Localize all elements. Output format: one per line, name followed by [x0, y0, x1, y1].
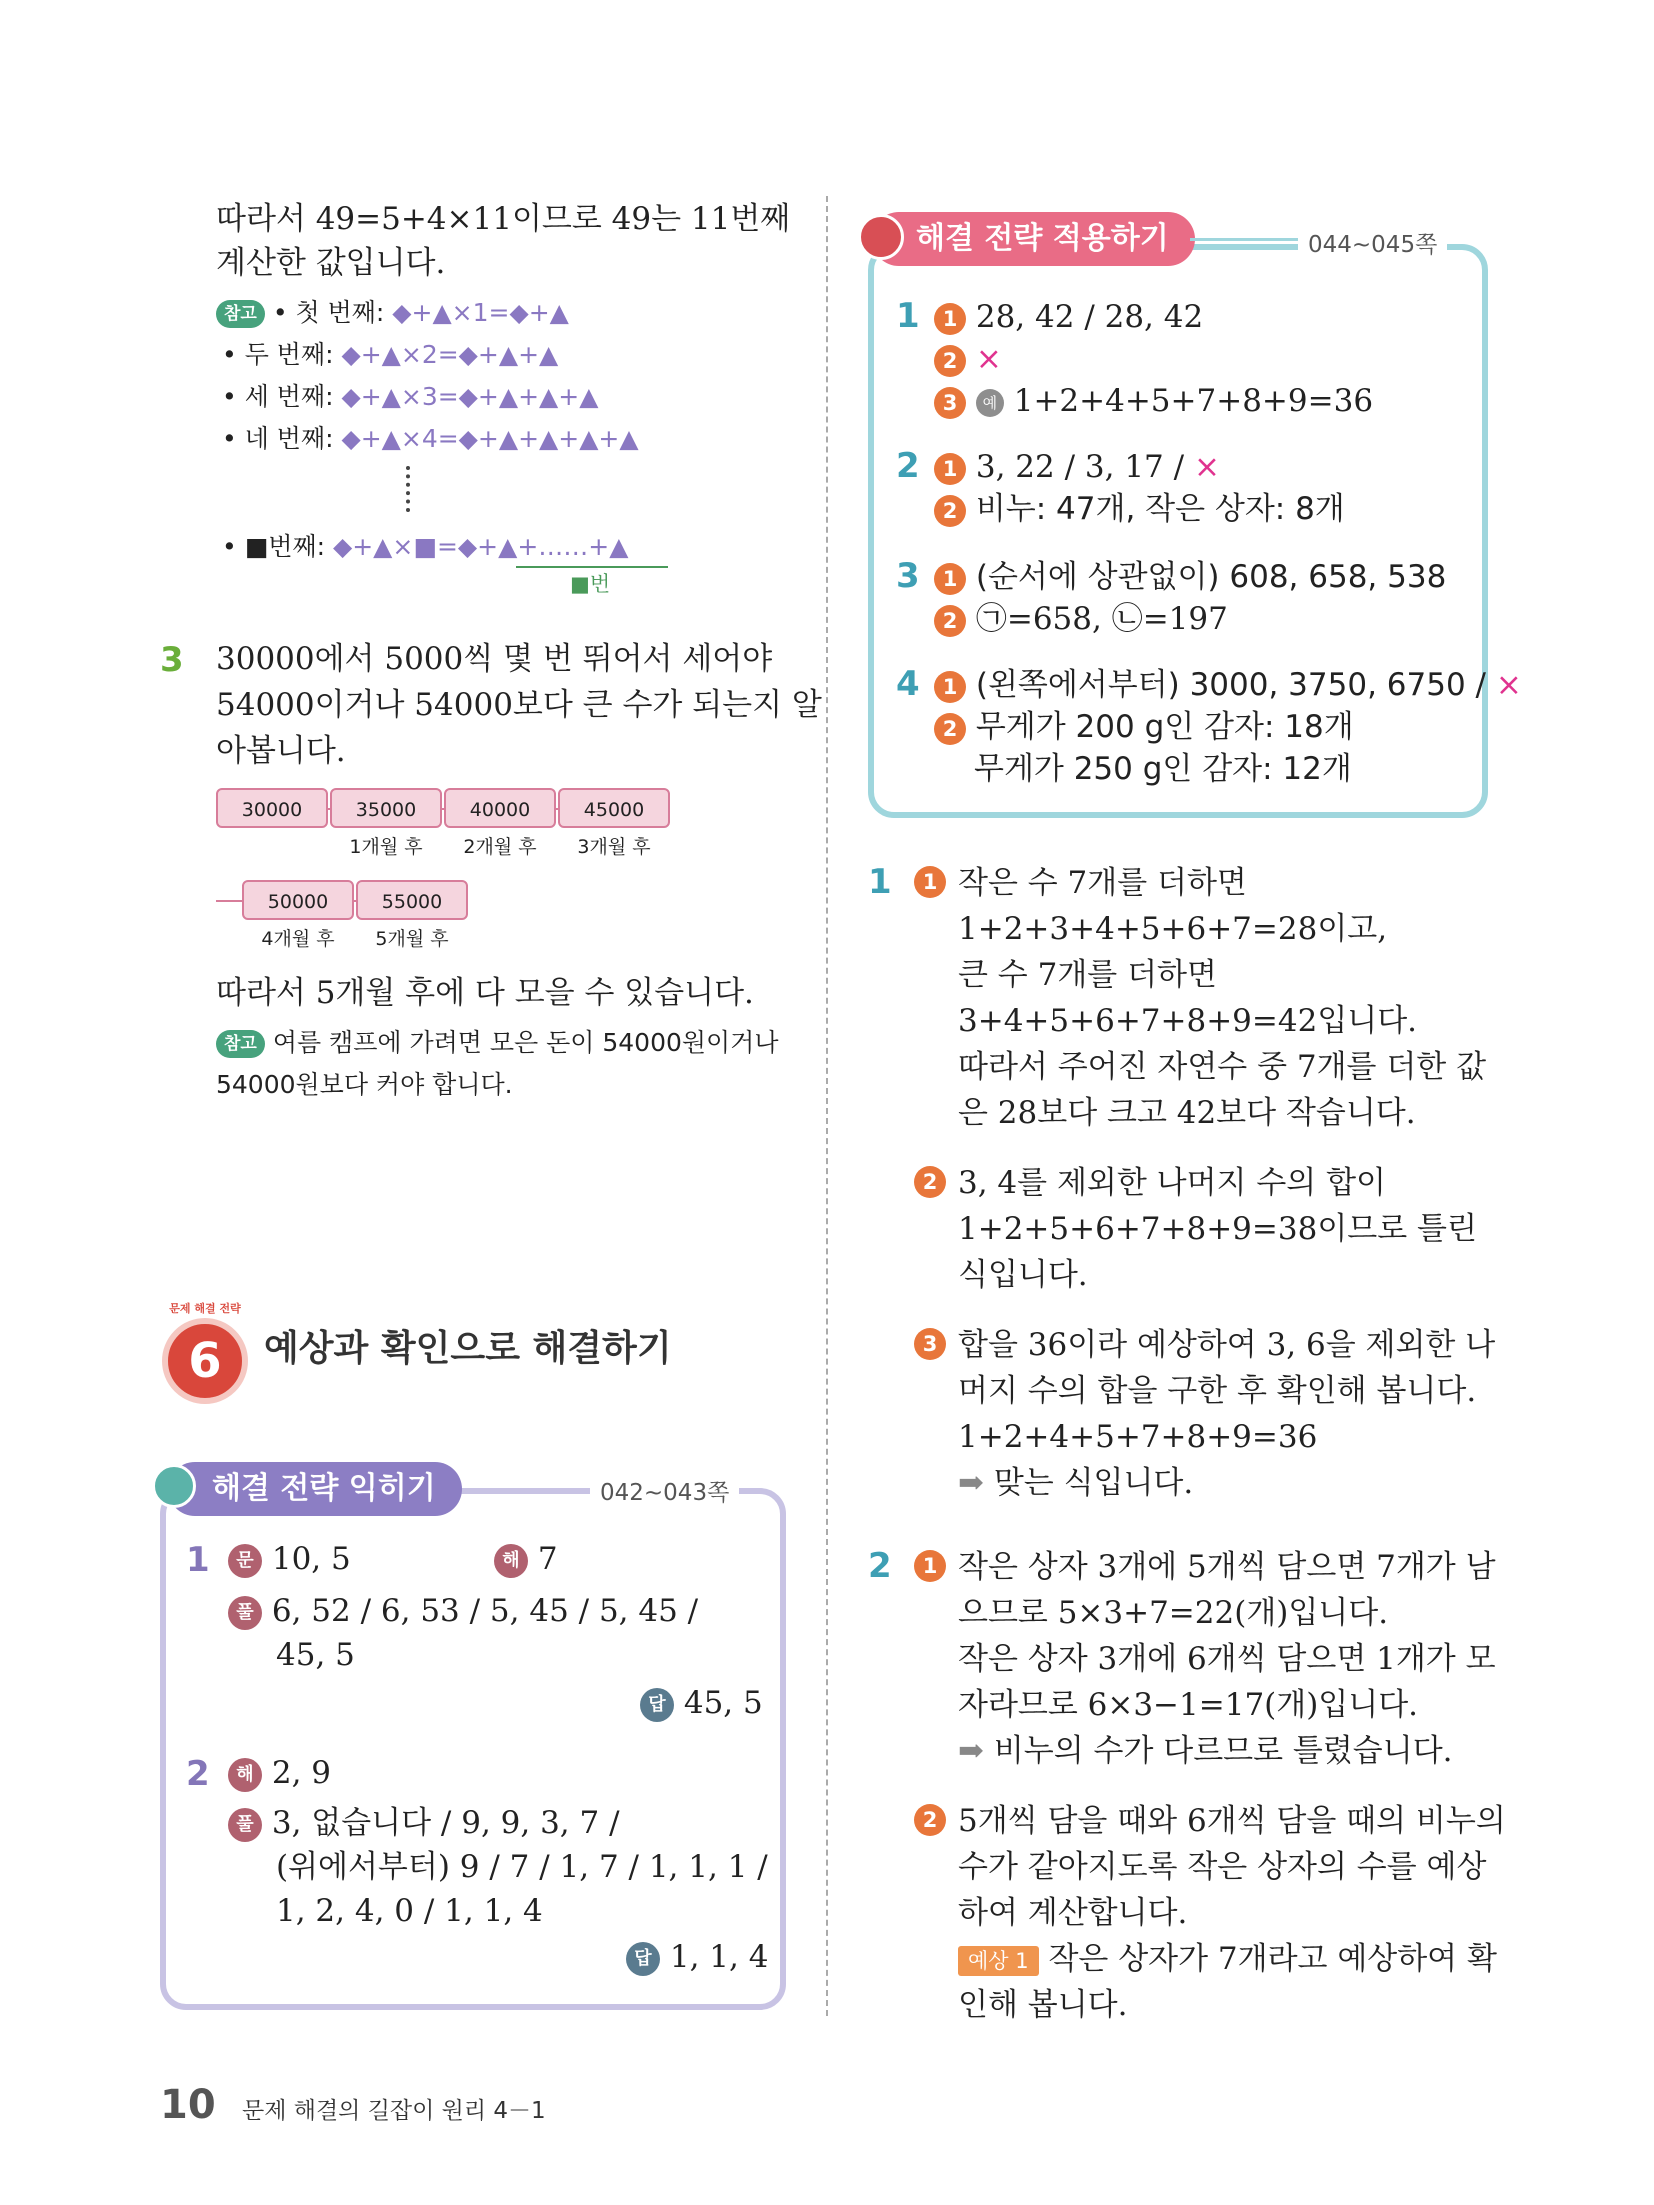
p2-dap [626, 1934, 768, 1980]
p2-hae-value: 2, 9 [271, 1755, 332, 1791]
sol2-c1-line: 작은 상자 3개에 5개씩 담으면 7개가 남 [958, 1549, 1496, 1585]
sol2-c2-line: 수가 같아지도록 작은 상자의 수를 예상 [958, 1849, 1487, 1885]
sol1-c1-line: 큰 수 7개를 더하면 [958, 957, 1217, 993]
sol2-c1-line: 작은 상자 3개에 6개씩 담으면 1개가 모 [958, 1641, 1496, 1677]
p2-pul-3: 1, 2, 4, 0 / 1, 1, 4 [276, 1893, 543, 1929]
circle-number-2: 2 [934, 605, 966, 637]
apply-4-a1-text: (왼쪽에서부터) 3000, 3750, 6750 / [975, 667, 1486, 703]
x-mark-icon: × [975, 341, 1002, 377]
q3-note-2: 54000원보다 커야 합니다. [216, 1070, 513, 1099]
apply-3-a2-text: ㉠=658, ㉡=197 [975, 601, 1228, 637]
circle-number-2: 2 [934, 495, 966, 527]
ref-row-3 [222, 376, 598, 418]
sol1-c1-line: 은 28보다 크고 42보다 작습니다. [958, 1095, 1416, 1131]
amount-box: 50000 [242, 880, 354, 920]
circle-number-1: 1 [934, 563, 966, 595]
ref-row-expr: ◆+▲×2=◆+▲+▲ [341, 340, 559, 369]
apply-2-a2 [934, 486, 1345, 532]
p2-pul-2: (위에서부터) 9 / 7 / 1, 7 / 1, 1, 1 / [276, 1849, 768, 1885]
p2-pul [228, 1800, 620, 1846]
mascot-icon [858, 214, 904, 260]
dap-badge: 답 [640, 1688, 674, 1722]
solution-2-number: 2 [868, 1546, 892, 1586]
circle-number-1: 1 [914, 866, 946, 898]
ref-row-expr: ◆+▲×1=◆+▲ [392, 298, 569, 327]
p1-number: 1 [186, 1540, 210, 1580]
p2-hae [228, 1750, 331, 1796]
ref-row-label: • 첫 번째: [272, 298, 385, 327]
circle-number-2: 2 [914, 1804, 946, 1836]
p2-number: 2 [186, 1754, 210, 1794]
ref-row-label: • ■번째: [222, 532, 326, 561]
x-mark-icon: × [1495, 667, 1522, 703]
q3-note-1-text: 여름 캠프에 가려면 모은 돈이 54000원이거나 [272, 1028, 779, 1057]
intro-line-1: 따라서 49=5+4×11이므로 49는 11번째 [216, 201, 791, 237]
apply-3-a1-text: (순서에 상관없이) 608, 658, 538 [975, 559, 1447, 595]
apply-3-a1 [934, 554, 1446, 600]
dap-badge: 답 [626, 1942, 660, 1976]
apply-2-a1 [934, 444, 1220, 490]
q3-line-3: 아봅니다. [216, 733, 346, 769]
q3-number: 3 [160, 640, 184, 680]
sol1-c3-line: 1+2+4+5+7+8+9=36 [958, 1419, 1318, 1455]
sol1-c2-line: 1+2+5+6+7+8+9=38이므로 틀린 [958, 1211, 1477, 1247]
ref-row-2 [222, 334, 558, 376]
apply-2-a1-text: 3, 22 / 3, 17 / [975, 449, 1185, 485]
sol2-c2-yesang: 예상 1 작은 상자가 7개라고 예상하여 확 [958, 1936, 1497, 1982]
month-label: 3개월 후 [577, 836, 651, 858]
sol1-c3-result: ➡ 맞는 식입니다. [958, 1465, 1194, 1501]
apply-1-a3 [934, 378, 1373, 424]
apply-4-a2b-text: 무게가 250 g인 감자: 12개 [974, 751, 1352, 787]
amount-box: 40000 [444, 788, 556, 828]
sol1-c3-line: 머지 수의 합을 구한 후 확인해 봅니다. [958, 1373, 1477, 1409]
p1-hae [494, 1536, 558, 1582]
month-label: 1개월 후 [349, 836, 423, 858]
mascot-icon [152, 1464, 196, 1508]
sol2-c1-result: ➡ 비누의 수가 다르므로 틀렸습니다. [958, 1733, 1453, 1769]
ref-row-1 [216, 292, 569, 334]
circle-number-2: 2 [914, 1166, 946, 1198]
panel-ribbon-right: 해결 전략 적용하기 [872, 212, 1195, 266]
p2-dap-value: 1, 1, 4 [669, 1939, 769, 1975]
brace-label: ■번 [570, 572, 611, 596]
panel-pages-right: 044~045쪽 [1298, 226, 1447, 259]
p1-pul [228, 1588, 698, 1634]
sol2-c1-line: 자라므로 6×3−1=17(개)입니다. [958, 1687, 1419, 1723]
intro-line-2: 계산한 값입니다. [216, 245, 446, 281]
p1-dap-value: 45, 5 [683, 1685, 763, 1721]
apply-2-a2-text: 비누: 47개, 작은 상자: 8개 [975, 491, 1345, 527]
arrow-right-icon: ➡ [958, 1733, 984, 1769]
sol2-c2-line: 하여 계산합니다. [958, 1895, 1188, 1931]
ref-row-label: • 두 번째: [222, 340, 334, 369]
page-number: 10 [160, 2082, 216, 2128]
p1-mun [228, 1536, 351, 1582]
ref-row-expr: ◆+▲×4=◆+▲+▲+▲+▲ [341, 424, 639, 453]
circle-number-2: 2 [934, 713, 966, 745]
sol2-c2-line: 5개씩 담을 때와 6개씩 담을 때의 비누의 [958, 1803, 1506, 1839]
ref-row-nth [222, 526, 628, 568]
yesang-badge: 예상 1 [958, 1946, 1039, 1976]
sol1-c1-line: 3+4+5+6+7+8+9=42입니다. [958, 1003, 1418, 1039]
book-title: 문제 해결의 길잡이 원리 4－1 [242, 2098, 546, 2124]
p1-hae-value: 7 [537, 1541, 558, 1577]
circle-number-1: 1 [934, 453, 966, 485]
q3-line-1: 30000에서 5000씩 몇 번 뛰어서 세어야 [216, 641, 773, 677]
ref-row-expr: ◆+▲×3=◆+▲+▲+▲ [341, 382, 599, 411]
sol1-c1-line: 작은 수 7개를 더하면 [958, 865, 1247, 901]
pul-badge: 풀 [228, 1808, 262, 1842]
ribbon-tail [1190, 238, 1300, 241]
apply-3-a2 [934, 596, 1228, 642]
p1-pul-1: 6, 52 / 6, 53 / 5, 45 / 5, 45 / [271, 1593, 699, 1629]
month-label: 5개월 후 [375, 928, 449, 950]
circle-number-1: 1 [914, 1550, 946, 1582]
apply-1-a2 [934, 336, 1002, 382]
p1-dap [640, 1680, 763, 1726]
apply-4-a1 [934, 662, 1522, 708]
sol1-c2-line: 식입니다. [958, 1257, 1088, 1293]
amount-box: 55000 [356, 880, 468, 920]
apply-4-a2a-text: 무게가 200 g인 감자: 18개 [975, 709, 1354, 745]
hae-badge: 해 [228, 1758, 262, 1792]
circle-number-3: 3 [934, 387, 966, 419]
q3-line-2: 54000이거나 54000보다 큰 수가 되는지 알 [216, 687, 822, 723]
mun-badge: 문 [228, 1544, 262, 1578]
apply-1-number: 1 [896, 296, 920, 336]
ref-row-4 [222, 418, 639, 460]
circle-number-2: 2 [934, 345, 966, 377]
apply-1-a1-text: 28, 42 / 28, 42 [975, 299, 1204, 335]
section-arc-text: 문제 해결 전략 [169, 1302, 241, 1315]
apply-1-a1 [934, 294, 1203, 340]
section-title: 예상과 확인으로 해결하기 [264, 1328, 672, 1369]
arrow-right-icon: ➡ [958, 1465, 984, 1501]
circle-number-3: 3 [914, 1328, 946, 1360]
column-divider [826, 196, 828, 2016]
x-mark-icon: × [1193, 449, 1220, 485]
ref-row-label: • 세 번째: [222, 382, 334, 411]
month-label: 2개월 후 [463, 836, 537, 858]
amount-box: 35000 [330, 788, 442, 828]
apply-4-a2 [934, 704, 1354, 750]
circle-number-1: 1 [934, 671, 966, 703]
panel-pages-left: 042~043쪽 [590, 1474, 739, 1507]
sol1-c2-line: 3, 4를 제외한 나머지 수의 합이 [958, 1165, 1386, 1201]
q3-note-1 [216, 1022, 778, 1064]
sol2-c2-line: 인해 봅니다. [958, 1987, 1128, 2023]
apply-3-number: 3 [896, 556, 920, 596]
chamgo-badge: 참고 [216, 300, 265, 328]
section-number: 6 [188, 1333, 222, 1389]
hae-badge: 해 [494, 1544, 528, 1578]
apply-2-number: 2 [896, 446, 920, 486]
section-number-badge [162, 1318, 248, 1404]
q3-conclusion: 따라서 5개월 후에 다 모을 수 있습니다. [216, 975, 754, 1011]
amount-box: 45000 [558, 788, 670, 828]
apply-1-a3-text: 1+2+4+5+7+8+9=36 [1013, 383, 1374, 419]
apply-4-number: 4 [896, 664, 920, 704]
chamgo-badge: 참고 [216, 1030, 265, 1058]
example-badge: 예 [976, 389, 1004, 417]
ref-row-expr: ◆+▲×■=◆+▲+……+▲ [333, 532, 629, 561]
sol1-c3-line: 합을 36이라 예상하여 3, 6을 제외한 나 [958, 1327, 1496, 1363]
panel-ribbon-left: 해결 전략 익히기 [168, 1462, 462, 1516]
p1-mun-value: 10, 5 [271, 1541, 351, 1577]
sol1-c1-line: 1+2+3+4+5+6+7=28이고, [958, 911, 1388, 947]
p2-pul-1: 3, 없습니다 / 9, 9, 3, 7 / [271, 1805, 620, 1841]
vertical-ellipsis [406, 466, 414, 512]
pul-badge: 풀 [228, 1596, 262, 1630]
p1-pul-2: 45, 5 [276, 1637, 355, 1673]
ref-row-label: • 네 번째: [222, 424, 334, 453]
circle-number-1: 1 [934, 303, 966, 335]
month-label: 4개월 후 [261, 928, 335, 950]
amount-box: 30000 [216, 788, 328, 828]
sol1-c1-line: 따라서 주어진 자연수 중 7개를 더한 값 [958, 1049, 1487, 1085]
solution-1-number: 1 [868, 862, 892, 902]
sol2-c1-line: 으므로 5×3+7=22(개)입니다. [958, 1595, 1389, 1631]
